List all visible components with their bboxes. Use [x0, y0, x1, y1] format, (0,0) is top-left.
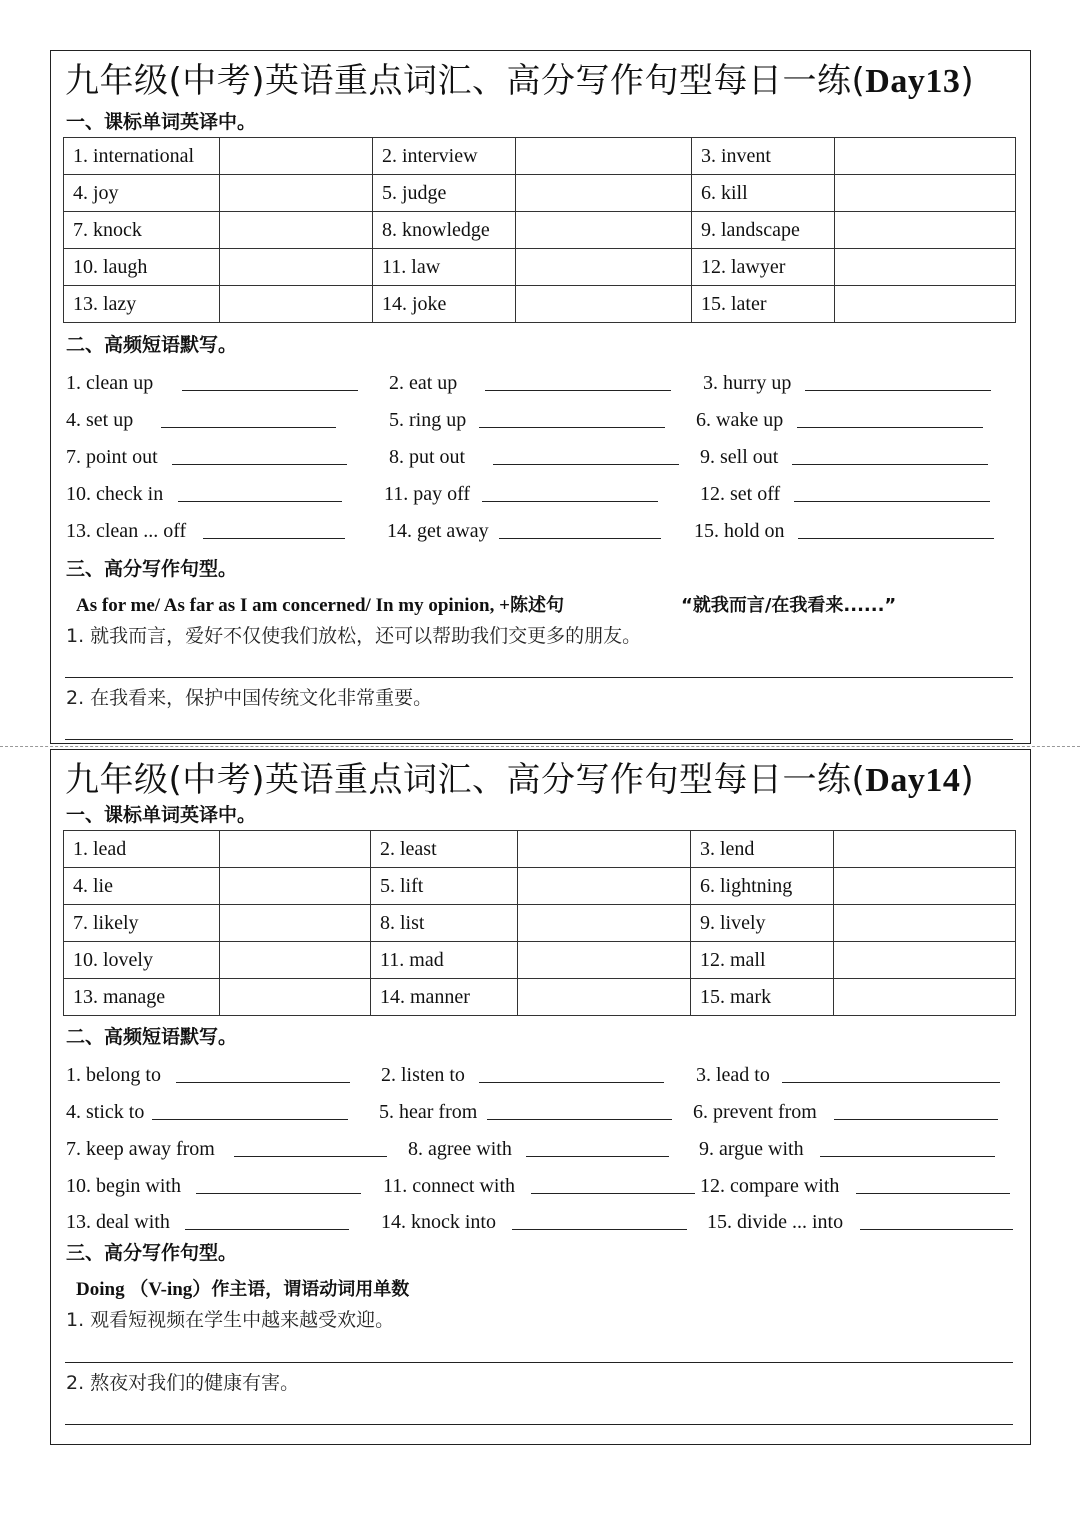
- table-row: [64, 831, 1016, 868]
- table-row: [64, 175, 1016, 212]
- answer-blank[interactable]: [178, 501, 342, 502]
- answer-blank[interactable]: [797, 427, 983, 428]
- phrase-item: 8. put out: [389, 442, 679, 472]
- answer-cell[interactable]: [518, 979, 691, 1016]
- answer-blank[interactable]: [782, 1082, 1000, 1083]
- word-cell: 4. lie: [64, 868, 220, 905]
- phrase-item: 13. deal with: [66, 1207, 349, 1237]
- answer-cell[interactable]: [220, 138, 373, 175]
- answer-line[interactable]: [65, 677, 1013, 678]
- answer-line[interactable]: [65, 739, 1013, 740]
- table-row: [64, 212, 1016, 249]
- section-phrases-heading: 二、高频短语默写。: [66, 1026, 238, 1048]
- answer-blank[interactable]: [152, 1119, 348, 1120]
- page-divider: [0, 746, 1080, 747]
- translation-question-2: 2. 熬夜对我们的健康有害。: [66, 1372, 300, 1394]
- answer-cell[interactable]: [516, 175, 692, 212]
- answer-blank[interactable]: [794, 501, 990, 502]
- word-cell: 10. lovely: [64, 942, 220, 979]
- answer-cell[interactable]: [834, 868, 1016, 905]
- word-cell: 10. laugh: [64, 249, 220, 286]
- vocabulary-table: [63, 137, 1016, 323]
- answer-blank[interactable]: [493, 464, 679, 465]
- section-writing-heading: 三、高分写作句型。: [66, 558, 238, 580]
- phrase-item: 15. hold on: [694, 516, 994, 546]
- word-cell: 14. manner: [371, 979, 518, 1016]
- phrase-item: 6. wake up: [696, 405, 983, 435]
- answer-cell[interactable]: [835, 175, 1016, 212]
- answer-cell[interactable]: [220, 249, 373, 286]
- answer-cell[interactable]: [516, 212, 692, 249]
- answer-blank[interactable]: [792, 464, 988, 465]
- word-cell: 1. lead: [64, 831, 220, 868]
- vocabulary-table: [63, 830, 1016, 1016]
- worksheet-title: 九年级(中考)英语重点词汇、高分写作句型每日一练(Day14): [65, 760, 975, 800]
- worksheet-title: 九年级(中考)英语重点词汇、高分写作句型每日一练(Day13): [65, 61, 975, 101]
- answer-blank[interactable]: [485, 390, 671, 391]
- phrase-item: 1. belong to: [66, 1060, 350, 1090]
- word-cell: 2. least: [371, 831, 518, 868]
- answer-blank[interactable]: [161, 427, 336, 428]
- word-cell: 15. later: [692, 286, 835, 323]
- word-cell: 15. mark: [691, 979, 834, 1016]
- phrase-item: 6. prevent from: [693, 1097, 998, 1127]
- worksheet-day13: [50, 50, 1031, 744]
- table-row: [64, 286, 1016, 323]
- phrase-item: 14. knock into: [381, 1207, 687, 1237]
- answer-cell[interactable]: [835, 286, 1016, 323]
- word-cell: 13. lazy: [64, 286, 220, 323]
- table-row: [64, 979, 1016, 1016]
- phrase-item: 9. argue with: [699, 1134, 995, 1164]
- phrase-item: 5. ring up: [389, 405, 665, 435]
- word-cell: 4. joy: [64, 175, 220, 212]
- phrase-item: 2. listen to: [381, 1060, 664, 1090]
- phrase-item: 8. agree with: [408, 1134, 669, 1164]
- word-cell: 8. list: [371, 905, 518, 942]
- answer-cell[interactable]: [220, 831, 371, 868]
- answer-blank[interactable]: [203, 538, 345, 539]
- phrase-item: 12. set off: [700, 479, 990, 509]
- answer-blank[interactable]: [531, 1193, 695, 1194]
- answer-cell[interactable]: [835, 138, 1016, 175]
- answer-blank[interactable]: [185, 1229, 349, 1230]
- answer-blank[interactable]: [512, 1229, 687, 1230]
- answer-blank[interactable]: [526, 1156, 669, 1157]
- answer-cell[interactable]: [834, 831, 1016, 868]
- answer-cell[interactable]: [220, 868, 371, 905]
- answer-blank[interactable]: [798, 538, 994, 539]
- answer-cell[interactable]: [835, 249, 1016, 286]
- word-cell: 7. likely: [64, 905, 220, 942]
- word-cell: 12. lawyer: [692, 249, 835, 286]
- answer-blank[interactable]: [479, 1082, 664, 1083]
- answer-blank[interactable]: [479, 427, 665, 428]
- answer-blank[interactable]: [860, 1229, 1013, 1230]
- answer-cell[interactable]: [220, 286, 373, 323]
- answer-line[interactable]: [65, 1424, 1013, 1425]
- word-cell: 9. landscape: [692, 212, 835, 249]
- answer-cell[interactable]: [220, 212, 373, 249]
- translation-question-1: 1. 观看短视频在学生中越来越受欢迎。: [66, 1309, 395, 1331]
- word-cell: 11. law: [373, 249, 516, 286]
- phrase-item: 12. compare with: [700, 1171, 1010, 1201]
- answer-cell[interactable]: [518, 868, 691, 905]
- word-cell: 2. interview: [373, 138, 516, 175]
- phrase-item: 10. check in: [66, 479, 342, 509]
- word-cell: 14. joke: [373, 286, 516, 323]
- answer-line[interactable]: [65, 1362, 1013, 1363]
- phrase-item: 10. begin with: [66, 1171, 361, 1201]
- table-row: [64, 942, 1016, 979]
- section-vocabulary-heading: 一、课标单词英译中。: [66, 804, 257, 826]
- worksheet-day14: [50, 749, 1031, 1445]
- answer-cell[interactable]: [834, 979, 1016, 1016]
- answer-blank[interactable]: [487, 1119, 672, 1120]
- answer-blank[interactable]: [234, 1156, 387, 1157]
- table-row: [64, 138, 1016, 175]
- answer-blank[interactable]: [805, 390, 991, 391]
- word-cell: 11. mad: [371, 942, 518, 979]
- answer-blank[interactable]: [856, 1193, 1010, 1194]
- phrase-item: 14. get away: [387, 516, 661, 546]
- answer-cell[interactable]: [835, 212, 1016, 249]
- section-writing-heading: 三、高分写作句型。: [66, 1242, 238, 1264]
- phrase-item: 11. pay off: [384, 479, 658, 509]
- word-cell: 8. knowledge: [373, 212, 516, 249]
- word-cell: 3. lend: [691, 831, 834, 868]
- phrase-item: 7. point out: [66, 442, 347, 472]
- sentence-pattern: Doing （V-ing）作主语，谓语动词用单数: [76, 1279, 410, 1300]
- word-cell: 5. lift: [371, 868, 518, 905]
- word-cell: 3. invent: [692, 138, 835, 175]
- phrase-item: 9. sell out: [700, 442, 988, 472]
- pattern-meaning: “就我而言/在我看来......”: [681, 595, 897, 616]
- answer-cell[interactable]: [518, 831, 691, 868]
- answer-blank[interactable]: [482, 501, 658, 502]
- answer-cell[interactable]: [516, 286, 692, 323]
- phrase-item: 5. hear from: [379, 1097, 672, 1127]
- answer-cell[interactable]: [834, 942, 1016, 979]
- phrase-item: 13. clean ... off: [66, 516, 345, 546]
- phrase-item: 3. hurry up: [703, 368, 991, 398]
- word-cell: 1. international: [64, 138, 220, 175]
- phrase-item: 4. set up: [66, 405, 336, 435]
- phrase-item: 1. clean up: [66, 368, 358, 398]
- word-cell: 12. mall: [691, 942, 834, 979]
- answer-cell[interactable]: [516, 249, 692, 286]
- word-cell: 7. knock: [64, 212, 220, 249]
- answer-cell[interactable]: [516, 138, 692, 175]
- table-row: [64, 868, 1016, 905]
- word-cell: 13. manage: [64, 979, 220, 1016]
- answer-cell[interactable]: [220, 175, 373, 212]
- sentence-pattern: As for me/ As far as I am concerned/ In my opinion, +陈述句 “就我而言/在我看来......”: [76, 592, 996, 620]
- phrase-item: 4. stick to: [66, 1097, 348, 1127]
- word-cell: 6. lightning: [691, 868, 834, 905]
- answer-cell[interactable]: [220, 942, 371, 979]
- word-cell: 5. judge: [373, 175, 516, 212]
- phrase-item: 11. connect with: [383, 1171, 695, 1201]
- word-cell: 9. lively: [691, 905, 834, 942]
- section-vocabulary-heading: 一、课标单词英译中。: [66, 111, 257, 133]
- answer-cell[interactable]: [834, 905, 1016, 942]
- answer-cell[interactable]: [220, 979, 371, 1016]
- answer-cell[interactable]: [518, 942, 691, 979]
- answer-blank[interactable]: [820, 1156, 995, 1157]
- answer-cell[interactable]: [518, 905, 691, 942]
- word-cell: 6. kill: [692, 175, 835, 212]
- translation-question-2: 2. 在我看来，保护中国传统文化非常重要。: [66, 687, 433, 709]
- section-phrases-heading: 二、高频短语默写。: [66, 334, 238, 356]
- table-row: [64, 249, 1016, 286]
- answer-blank[interactable]: [182, 390, 358, 391]
- answer-cell[interactable]: [220, 905, 371, 942]
- phrase-item: 7. keep away from: [66, 1134, 387, 1164]
- translation-question-1: 1. 就我而言，爱好不仅使我们放松，还可以帮助我们交更多的朋友。: [66, 625, 642, 647]
- table-row: [64, 905, 1016, 942]
- answer-blank[interactable]: [499, 538, 661, 539]
- phrase-item: 3. lead to: [696, 1060, 1000, 1090]
- phrase-item: 15. divide ... into: [707, 1207, 1013, 1237]
- answer-blank[interactable]: [834, 1119, 998, 1120]
- answer-blank[interactable]: [172, 464, 347, 465]
- answer-blank[interactable]: [196, 1193, 361, 1194]
- phrase-item: 2. eat up: [389, 368, 671, 398]
- answer-blank[interactable]: [176, 1082, 350, 1083]
